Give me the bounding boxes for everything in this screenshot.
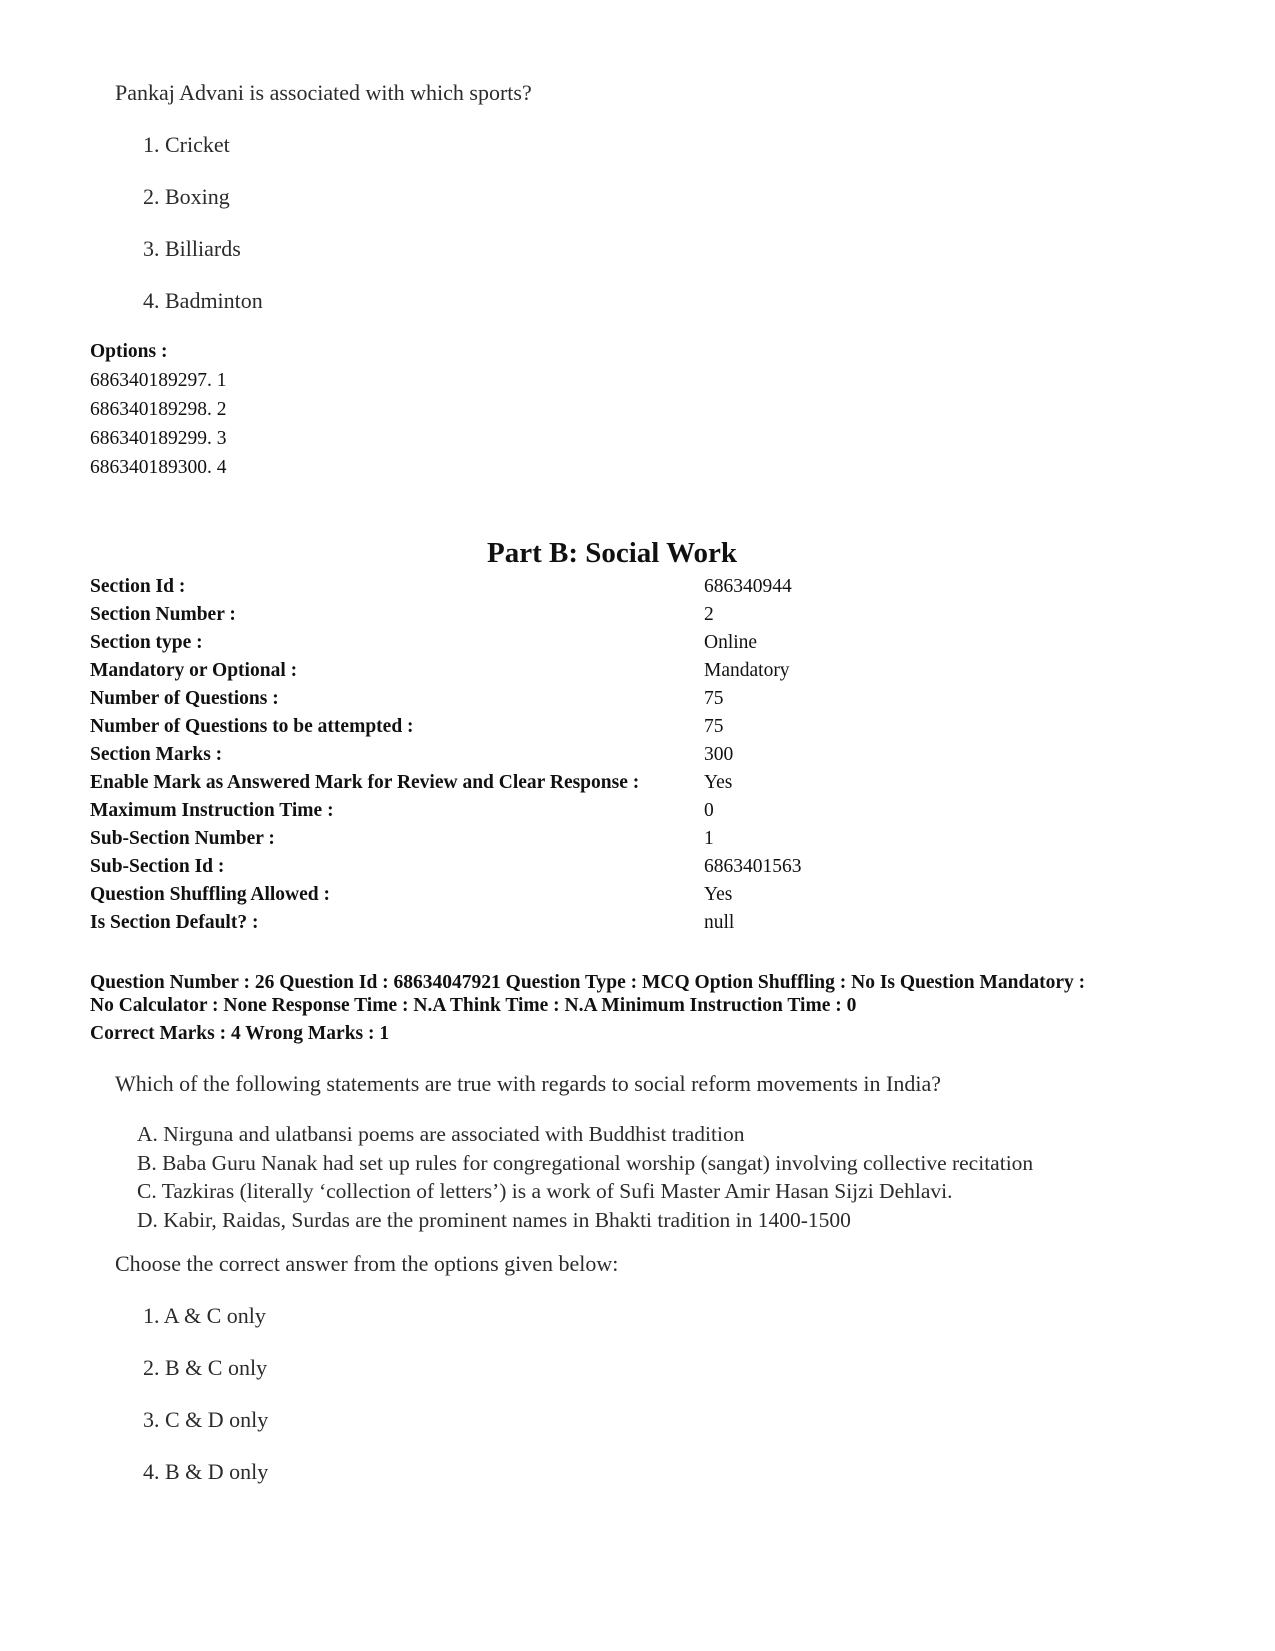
statement-item: C. Tazkiras (literally ‘collection of letters’) is a work of Sufi Master Amir Hasan Sijzi Dehlavi.	[137, 1179, 953, 1203]
section-row	[90, 856, 1190, 885]
section-row-label: Sub-Section Number :	[90, 828, 275, 849]
option-id: 686340189297. 1	[90, 370, 227, 391]
statement-item: B. Baba Guru Nanak had set up rules for congregational worship (sangat) involving collective recitation	[137, 1150, 1034, 1175]
section-row-label: Question Shuffling Allowed :	[90, 884, 331, 905]
section-row	[90, 884, 1190, 913]
section-row-value: 1	[704, 828, 714, 849]
choice-item: 1. Cricket	[143, 132, 230, 157]
section-row-label: Sub-Section Id :	[90, 856, 225, 877]
section-row-label: Maximum Instruction Time :	[90, 800, 334, 821]
section-row-value: null	[704, 912, 735, 933]
choice-item: 3. Billiards	[143, 236, 241, 261]
section-row	[90, 576, 1190, 605]
section-row-value: 300	[704, 744, 734, 765]
choice-item: 1. A & C only	[143, 1303, 266, 1328]
section-row	[90, 744, 1190, 773]
question-text: Which of the following statements are true with regards to social reform movements in India?	[115, 1071, 941, 1096]
section-row-value: Yes	[704, 884, 733, 905]
section-row-label: Mandatory or Optional :	[90, 660, 298, 681]
section-row	[90, 660, 1190, 689]
section-row	[90, 772, 1190, 801]
options-block	[90, 337, 227, 482]
section-row	[90, 800, 1190, 829]
section-row-value: Yes	[704, 772, 733, 793]
section-row-label: Number of Questions :	[90, 688, 279, 709]
section-row-value: Mandatory	[704, 660, 790, 681]
section-row	[90, 688, 1190, 717]
options-label: Options :	[90, 341, 168, 362]
option-id: 686340189299. 3	[90, 428, 227, 449]
statements-list	[137, 1120, 1033, 1234]
option-id: 686340189300. 4	[90, 457, 227, 478]
section-row	[90, 632, 1190, 661]
question-text: Pankaj Advani is associated with which sports?	[115, 80, 532, 105]
section-row	[90, 604, 1190, 633]
question-meta-line: No Calculator : None Response Time : N.A Think Time : N.A Minimum Instruction Time : 0	[90, 995, 857, 1016]
section-row-value: 75	[704, 716, 724, 737]
marks-line: Correct Marks : 4 Wrong Marks : 1	[90, 1023, 390, 1044]
section-row-label: Section Id :	[90, 576, 186, 597]
section-row-value: 2	[704, 604, 714, 625]
section-row	[90, 828, 1190, 857]
section-row	[90, 716, 1190, 745]
section-row-label: Is Section Default? :	[90, 912, 259, 933]
section-row-value: Online	[704, 632, 758, 653]
choice-item: 4. B & D only	[143, 1459, 269, 1484]
section-row-value: 75	[704, 688, 724, 709]
statement-item: D. Kabir, Raidas, Surdas are the prominent names in Bhakti tradition in 1400-1500	[137, 1207, 851, 1232]
section-row-value: 686340944	[704, 576, 792, 597]
choice-item: 4. Badminton	[143, 288, 263, 313]
choice-item: 2. B & C only	[143, 1355, 268, 1380]
section-row-label: Section Number :	[90, 604, 236, 625]
instruction-text: Choose the correct answer from the options given below:	[115, 1251, 619, 1276]
section-row-label: Section type :	[90, 632, 203, 653]
choice-item: 2. Boxing	[143, 184, 230, 209]
section-row-value: 6863401563	[704, 856, 802, 877]
section-row-value: 0	[704, 800, 714, 821]
statement-item: A. Nirguna and ulatbansi poems are associated with Buddhist tradition	[137, 1122, 745, 1146]
section-row-label: Number of Questions to be attempted :	[90, 716, 414, 737]
question-meta-line: Question Number : 26 Question Id : 68634047921 Question Type : MCQ Option Shuffling : No Is Question Mandatory :	[90, 972, 1086, 993]
section-row-label: Section Marks :	[90, 744, 223, 765]
section-title: Part B: Social Work	[487, 537, 737, 569]
option-id: 686340189298. 2	[90, 399, 227, 420]
section-row-label: Enable Mark as Answered Mark for Review and Clear Response :	[90, 772, 640, 793]
section-row	[90, 912, 1190, 941]
section-info-table	[0, 576, 1275, 956]
question-meta	[90, 971, 1085, 1017]
choice-item: 3. C & D only	[143, 1407, 269, 1432]
